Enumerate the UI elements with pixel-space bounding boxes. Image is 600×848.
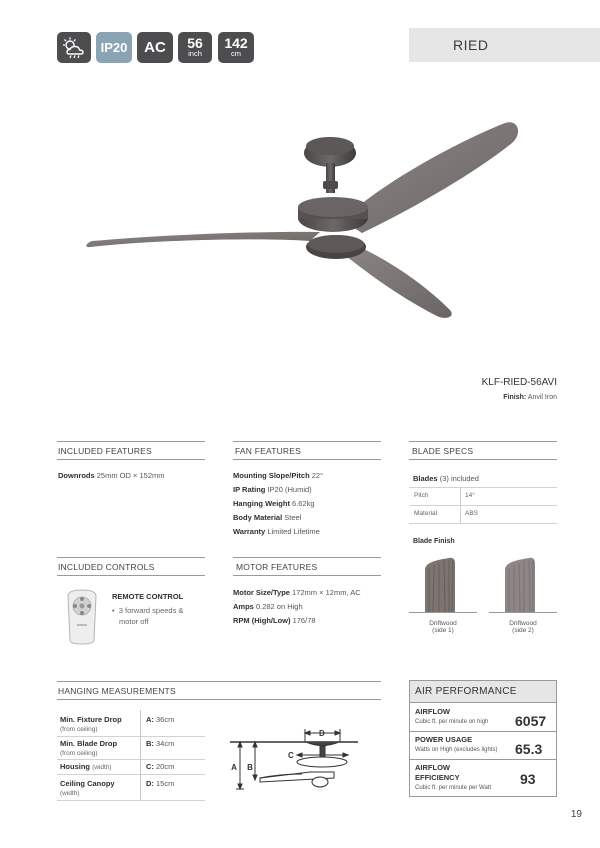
remote-bullet: • 3 forward speeds & — [112, 606, 184, 615]
motor-feature-label: Amps — [233, 602, 254, 611]
hanging-key: D: — [146, 779, 154, 788]
size-cm-value: 142 — [224, 35, 248, 51]
hanging-row-rule — [57, 736, 205, 737]
size-cm-badge — [218, 32, 254, 63]
fan-feature-row — [233, 527, 320, 536]
hanging-diagram — [230, 722, 360, 798]
motor-feature-value: 176/78 — [292, 616, 316, 625]
hanging-value: 34cm — [156, 739, 175, 748]
product-title-bar — [409, 28, 600, 62]
airflow-desc: Cubic ft. per minute on high — [415, 719, 489, 725]
hanging-row — [60, 715, 122, 724]
hanging-label: Ceiling Canopy — [60, 779, 115, 788]
current-text: AC — [144, 39, 166, 56]
power-usage-label: POWER USAGE — [415, 735, 473, 744]
size-inch-badge — [178, 32, 212, 63]
fan-feature-row — [233, 513, 301, 522]
air-performance-box — [409, 680, 557, 797]
air-performance-title: AIR PERFORMANCE — [410, 681, 556, 703]
fan-features-top-rule — [233, 441, 381, 442]
hanging-key: A: — [146, 715, 154, 724]
material-value: ABS — [465, 510, 479, 517]
fan-feature-value: Steel — [284, 513, 302, 522]
ip-rating-text: IP20 — [100, 40, 128, 55]
remote-bullet-text: 3 forward speeds & — [118, 606, 184, 615]
hanging-table-divider — [140, 710, 141, 800]
downrods-value: 25mm OD × 152mm — [96, 471, 165, 480]
air-row-rule — [410, 759, 556, 760]
fan-features-title: FAN FEATURES — [235, 446, 302, 456]
blade-finish-title-text: Blade Finish — [413, 538, 455, 545]
fan-feature-label: Body Material — [233, 513, 283, 522]
motor-features-rule — [233, 575, 381, 576]
fan-feature-label: IP Rating — [233, 485, 266, 494]
fan-feature-label: Mounting Slope/Pitch — [233, 471, 310, 480]
hanging-key: C: — [146, 762, 154, 771]
size-inch-unit: inch — [188, 49, 202, 58]
fan-feature-row — [233, 471, 323, 480]
motor-features-top-rule — [233, 557, 381, 558]
hanging-sub: (width) — [92, 764, 112, 771]
hanging-value-row — [146, 715, 174, 724]
fan-feature-label: Warranty — [233, 527, 266, 536]
fan-feature-row — [233, 485, 312, 494]
finish-caption-side2 — [493, 620, 553, 634]
airflow-value: 6057 — [515, 713, 547, 729]
motor-feature-row — [233, 616, 316, 625]
blade-specs-rule — [409, 459, 557, 460]
hanging-row — [60, 762, 112, 771]
finish-side: (side 2) — [512, 627, 534, 634]
hanging-sub: (from ceiling) — [60, 750, 98, 757]
pitch-value: 14° — [465, 492, 475, 499]
blade-finish-title — [413, 538, 455, 545]
size-inch-value: 56 — [187, 35, 203, 51]
fan-feature-row — [233, 499, 315, 508]
efficiency-label: AIRFLOW — [415, 763, 450, 772]
included-features-title: INCLUDED FEATURES — [58, 446, 152, 456]
finish-name: Driftwood — [509, 620, 537, 627]
swatch-base-rule — [409, 612, 477, 613]
finish-side: (side 1) — [432, 627, 454, 634]
motor-feature-label: Motor Size/Type — [233, 588, 290, 597]
hanging-sub: (from ceiling) — [60, 726, 98, 733]
included-controls-rule — [57, 575, 205, 576]
diagram-label-d: D — [319, 729, 325, 738]
hanging-label: Housing — [60, 762, 90, 771]
hanging-value: 15cm — [156, 779, 175, 788]
blade-table-rule — [409, 523, 557, 524]
weather-badge — [57, 32, 91, 63]
remote-title-text: REMOTE CONTROL — [112, 592, 184, 601]
hanging-row-rule — [57, 774, 205, 775]
page-number: 19 — [570, 809, 582, 820]
swatch-base-rule — [489, 612, 557, 613]
included-features-top-rule — [57, 441, 205, 442]
hanging-value: 20cm — [156, 762, 175, 771]
diagram-label-a: A — [231, 763, 237, 772]
hanging-title: HANGING MEASUREMENTS — [58, 686, 176, 696]
downrods-label: Downrods — [58, 471, 95, 480]
finish-value: Anvil Iron — [527, 394, 557, 401]
motor-feature-value: 0.282 on High — [255, 602, 303, 611]
efficiency-label-2: EFFICIENCY — [415, 773, 460, 782]
fan-feature-label: Hanging Weight — [233, 499, 290, 508]
fan-feature-value: 6.62kg — [292, 499, 315, 508]
product-title: RIED — [453, 37, 489, 53]
hanging-label: Min. Fixture Drop — [60, 715, 122, 724]
ip-rating-badge — [96, 32, 132, 63]
hanging-row-rule — [57, 759, 205, 760]
remote-title — [112, 592, 183, 601]
blade-table-divider — [460, 488, 461, 523]
motor-feature-row — [233, 602, 303, 611]
included-features-rule — [57, 459, 205, 460]
power-usage-value: 65.3 — [515, 741, 543, 757]
blades-value: (3) included — [439, 474, 479, 483]
downrods-row — [58, 471, 165, 480]
blade-specs-top-rule — [409, 441, 557, 442]
driftwood-swatch-side2 — [489, 556, 549, 614]
fan-features-rule — [233, 459, 381, 460]
blade-specs-title: BLADE SPECS — [412, 446, 474, 456]
hanging-row — [60, 739, 117, 748]
motor-feature-value: 172mm × 12mm, AC — [292, 588, 361, 597]
included-controls-title: INCLUDED CONTROLS — [58, 562, 155, 572]
hanging-value-row — [146, 779, 174, 788]
finish-label: Finish: — [503, 394, 527, 401]
finish-caption-side1 — [413, 620, 473, 634]
driftwood-swatch-side1 — [409, 556, 469, 614]
ceiling-fan-image — [80, 115, 530, 325]
fan-feature-value: 22° — [311, 471, 324, 480]
blades-row — [413, 474, 479, 483]
size-cm-unit: cm — [231, 49, 241, 58]
hanging-value-row — [146, 762, 174, 771]
sun-cloud-icon — [61, 37, 87, 59]
motor-features-title: MOTOR FEATURES — [236, 562, 318, 572]
remote-bullet-cont: motor off — [119, 617, 149, 626]
blade-table-rule — [409, 487, 557, 488]
hanging-key: B: — [146, 739, 154, 748]
fan-feature-value: IP20 (Humid) — [267, 485, 312, 494]
material-label: Material — [414, 510, 438, 517]
motor-feature-label: RPM (High/Low) — [233, 616, 291, 625]
hanging-value-row — [146, 739, 174, 748]
power-usage-desc: Watts on High (excludes lights) — [415, 747, 498, 753]
hanging-row — [60, 779, 115, 788]
hanging-rule — [57, 699, 381, 700]
diagram-label-b: B — [247, 763, 253, 772]
included-controls-top-rule — [57, 557, 205, 558]
airflow-label: AIRFLOW — [415, 707, 450, 716]
pitch-label: Pitch — [414, 492, 429, 499]
remote-control-image — [62, 588, 102, 646]
blade-table-rule — [409, 505, 557, 506]
efficiency-desc: Cubic ft. per minute per Watt — [415, 785, 492, 791]
hanging-top-rule — [57, 681, 381, 682]
finish-line — [503, 394, 557, 401]
blades-label: Blades — [413, 474, 438, 483]
efficiency-value: 93 — [520, 771, 536, 787]
hanging-row-rule — [57, 800, 205, 801]
motor-feature-row — [233, 588, 361, 597]
finish-name: Driftwood — [429, 620, 457, 627]
diagram-label-c: C — [288, 751, 294, 760]
hanging-sub: (width) — [60, 790, 80, 797]
fan-feature-value: Limited Lifetime — [267, 527, 320, 536]
hanging-label: Min. Blade Drop — [60, 739, 118, 748]
model-number: KLF-RIED-56AVI — [481, 377, 557, 388]
air-row-rule — [410, 731, 556, 732]
hanging-value: 36cm — [156, 715, 175, 724]
current-badge — [137, 32, 173, 63]
